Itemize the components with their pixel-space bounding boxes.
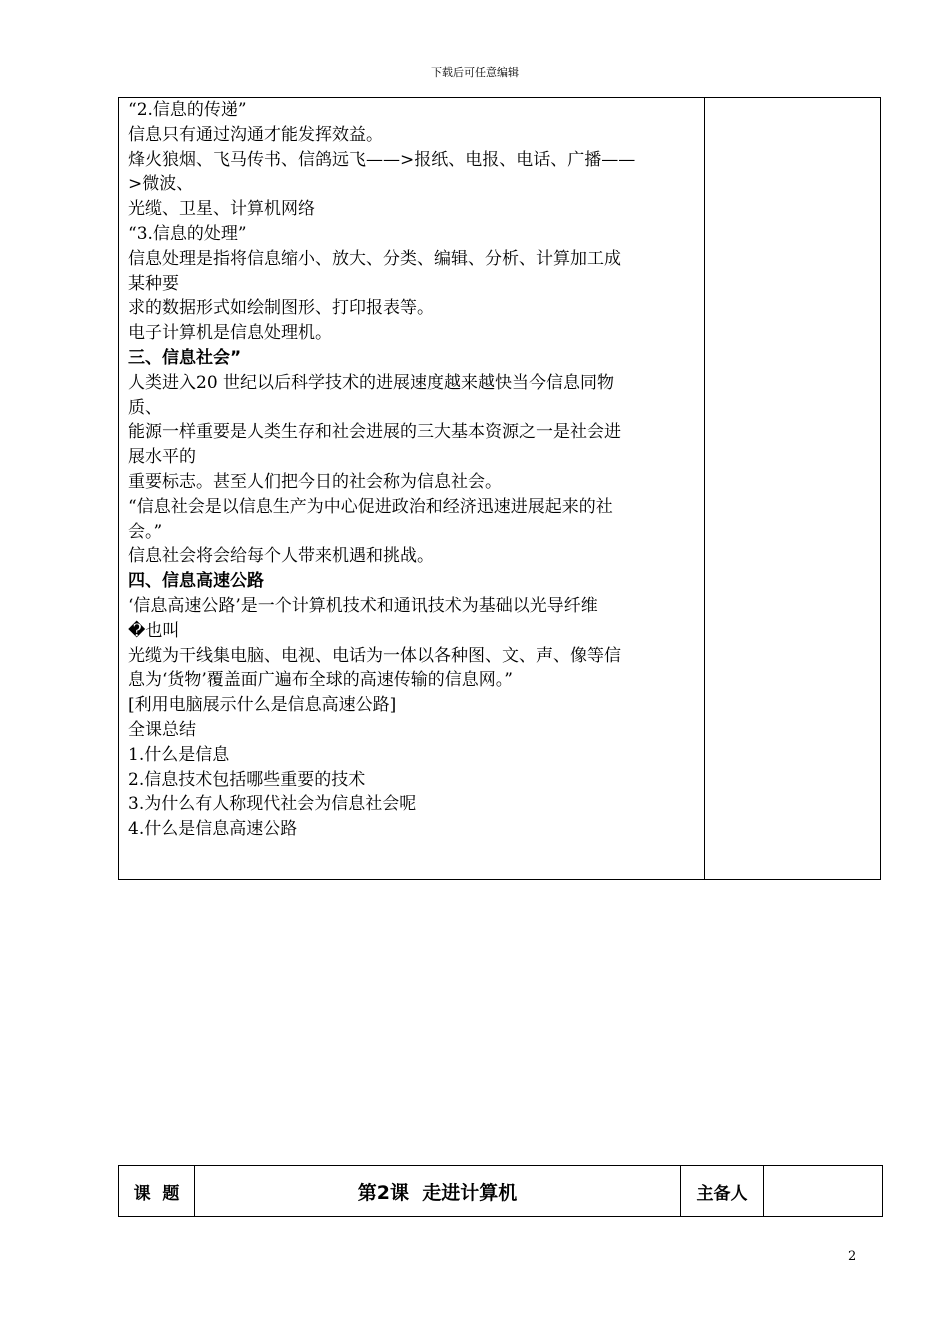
content-line: 电子计算机是信息处理机。 (128, 323, 332, 344)
content-line: 2.信息技术包括哪些重要的技术 (128, 769, 366, 790)
content-line: 重要标志。甚至人们把今日的社会称为信息社会。 (128, 471, 502, 492)
content-line: 展水平的 (128, 447, 196, 468)
lesson-content (128, 98, 698, 842)
content-line: “信息社会是以信息生产为中心促进政治和经济迅速进展起来的社 (128, 496, 613, 517)
content-line: 信息处理是指将信息缩小、放大、分类、编辑、分析、计算加工成 (128, 248, 621, 269)
content-line: “3.信息的处理” (128, 223, 247, 244)
section-heading: 三、信息社会” (128, 347, 242, 368)
content-line: 信息社会将会给每个人带来机遇和挑战。 (128, 546, 434, 567)
content-line: 某种要 (128, 273, 179, 294)
content-line: 会。” (128, 521, 163, 542)
content-line: 全课总结 (128, 719, 196, 740)
content-line: ‘信息高速公路’是一个计算机技术和通讯技术为基础以光导纤维 (128, 595, 598, 616)
page-header: 下载后可任意编辑 (431, 66, 519, 79)
content-line: “2.信息的传递” (128, 100, 247, 120)
content-line: >微波、 (128, 174, 194, 195)
preparer-label: 主备人 (681, 1166, 764, 1216)
content-line: 1.什么是信息 (128, 744, 230, 765)
content-line: [利用电脑展示什么是信息高速公路] (128, 695, 397, 716)
content-line: 4.什么是信息高速公路 (128, 819, 298, 840)
content-line: 信息只有通过沟通才能发挥效益。 (128, 124, 383, 145)
content-line: 3.为什么有人称现代社会为信息社会呢 (128, 794, 417, 815)
content-line: �也叫 (128, 620, 180, 641)
content-line: 求的数据形式如绘制图形、打印报表等。 (128, 298, 434, 319)
lesson-title: 第2课 走进计算机 (195, 1166, 681, 1216)
content-line: 烽火狼烟、飞马传书、信鸽远飞——>报纸、电报、电话、广播—— (128, 149, 636, 170)
preparer-value (764, 1166, 882, 1216)
page-number: 2 (848, 1249, 857, 1264)
content-line: 光缆为干线集电脑、电视、电话为一体以各种图、文、声、像等信 (128, 645, 621, 666)
content-line: 能源一样重要是人类生存和社会进展的三大基本资源之一是社会进 (128, 422, 621, 443)
content-line: 质、 (128, 397, 162, 418)
lesson-info-table (118, 1165, 883, 1217)
column-divider (704, 98, 705, 879)
topic-label: 课 题 (119, 1166, 195, 1216)
section-heading: 四、信息高速公路 (128, 571, 264, 592)
content-line: 光缆、卫星、计算机网络 (128, 199, 315, 220)
lesson-content-table (118, 97, 881, 880)
content-line: 人类进入20 世纪以后科学技术的进展速度越来越快当今信息同物 (128, 372, 615, 393)
content-line: 息为‘货物’覆盖面广遍布全球的高速传输的信息网。” (128, 670, 513, 691)
